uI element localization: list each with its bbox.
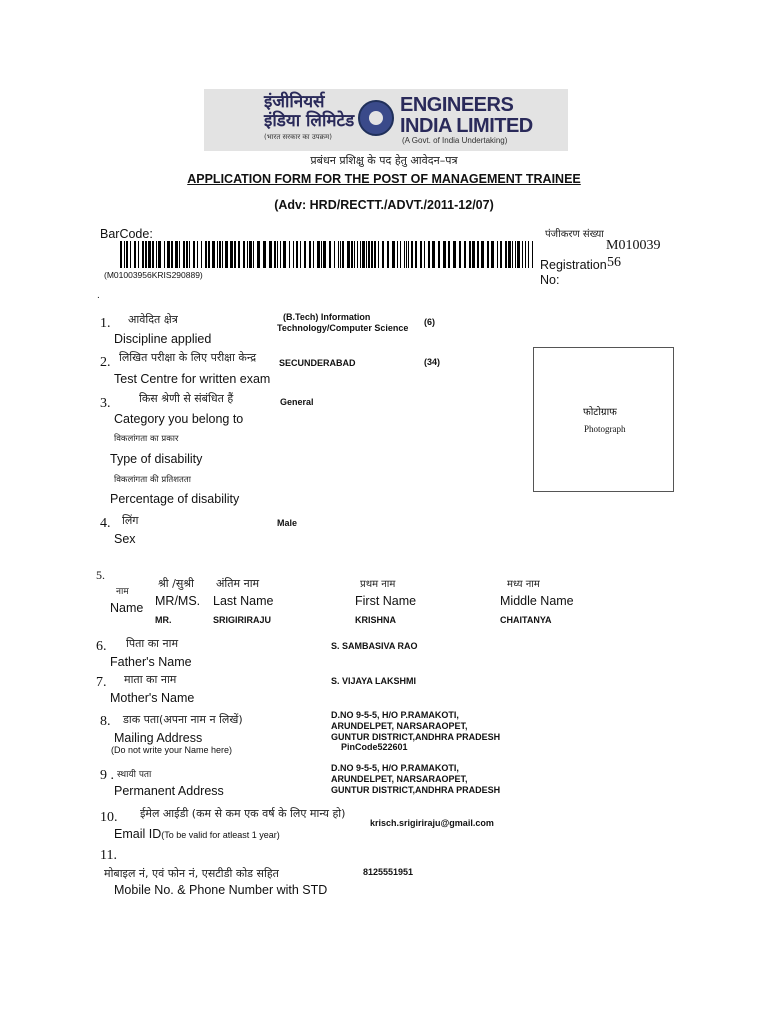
email-hindi-label: ईमेल आईडी (कम से कम एक वर्ष के लिए मान्य हो) bbox=[140, 807, 346, 820]
last-name-hindi-label: अंतिम नाम bbox=[216, 577, 260, 590]
disability-type-hindi-label: विकलांगता का प्रकार bbox=[114, 434, 179, 444]
mobile-value: 8125551951 bbox=[363, 867, 414, 877]
disability-percentage-hindi-label: विकलांगता की प्रतिशतता bbox=[114, 475, 191, 485]
first-name-value: KRISHNA bbox=[355, 615, 397, 625]
discipline-label: Discipline applied bbox=[114, 332, 212, 346]
photo-label: Photograph bbox=[584, 424, 626, 434]
field-number-7: 7. bbox=[96, 675, 107, 690]
test-centre-hindi-label: लिखित परीक्षा के लिए परीक्षा केन्द्र bbox=[119, 351, 257, 364]
first-name-label: First Name bbox=[355, 594, 417, 608]
mailing-address-line3: GUNTUR DISTRICT,ANDHRA PRADESH bbox=[331, 732, 501, 742]
emblem-icon bbox=[358, 100, 394, 136]
registration-label: Registration bbox=[540, 258, 607, 272]
field-number-3: 3. bbox=[100, 396, 111, 411]
first-name-hindi-label: प्रथम नाम bbox=[360, 579, 396, 590]
mother-value: S. VIJAYA LAKSHMI bbox=[331, 676, 417, 686]
photo-box bbox=[533, 347, 674, 492]
stray-dot: . bbox=[97, 290, 100, 301]
discipline-value-line1: (B.Tech) Information bbox=[283, 312, 371, 322]
mobile-hindi-label: मोबाइल नं, एवं फोन नं, एसटीडी कोड सहित bbox=[104, 867, 279, 880]
title-value: MR. bbox=[155, 615, 172, 625]
email-label: Email ID(To be valid for atleast 1 year) bbox=[114, 827, 280, 841]
category-hindi-label: किस श्रेणी से संबंधित हैं bbox=[139, 392, 234, 405]
field-number-9: 9 . bbox=[100, 768, 114, 783]
permanent-address-line3: GUNTUR DISTRICT,ANDHRA PRADESH bbox=[331, 785, 501, 795]
middle-name-label: Middle Name bbox=[500, 594, 574, 608]
mailing-pincode: PinCode522601 bbox=[341, 742, 408, 752]
email-note: (To be valid for atleast 1 year) bbox=[161, 830, 280, 840]
discipline-value-line2: Technology/Computer Science bbox=[277, 323, 409, 333]
field-number-1: 1. bbox=[100, 316, 111, 331]
last-name-value: SRIGIRIRAJU bbox=[213, 615, 272, 625]
category-label: Category you belong to bbox=[114, 412, 244, 426]
name-label: Name bbox=[110, 601, 144, 615]
email-value: krisch.srigiriraju@gmail.com bbox=[370, 818, 494, 828]
father-label: Father's Name bbox=[110, 655, 192, 669]
mailing-hindi-label: डाक पता(अपना नाम न लिखें) bbox=[123, 713, 243, 726]
mother-hindi-label: माता का नाम bbox=[124, 673, 177, 686]
mother-label: Mother's Name bbox=[110, 691, 195, 705]
title-hindi-label: श्री /सुश्री bbox=[158, 577, 194, 590]
logo-hindi-subtitle: (भारत सरकार का उपक्रम) bbox=[264, 133, 332, 141]
sex-hindi-label: लिंग bbox=[122, 514, 139, 527]
test-centre-value: SECUNDERABAD bbox=[279, 358, 356, 368]
barcode-code: (M01003956KRIS290889) bbox=[104, 270, 203, 280]
field-number-10: 10. bbox=[100, 810, 118, 825]
mailing-address-line2: ARUNDELPET, NARSARAOPET, bbox=[331, 721, 468, 731]
field-number-4: 4. bbox=[100, 516, 111, 531]
registration-number-part2: 56 bbox=[607, 255, 621, 270]
mailing-label: Mailing Address bbox=[114, 731, 203, 745]
registration-hindi-label: पंजीकरण संख्या bbox=[545, 229, 604, 240]
mailing-address-line1: D.NO 9-5-5, H/O P.RAMAKOTI, bbox=[331, 710, 459, 720]
discipline-code: (6) bbox=[424, 317, 435, 327]
hindi-title: प्रबंधन प्रशिक्षु के पद हेतु आवेदन–पत्र bbox=[310, 154, 458, 167]
disability-percentage-label: Percentage of disability bbox=[110, 492, 240, 506]
permanent-address-line1: D.NO 9-5-5, H/O P.RAMAKOTI, bbox=[331, 763, 459, 773]
title-label: MR/MS. bbox=[155, 594, 201, 608]
barcode-label: BarCode: bbox=[100, 227, 153, 241]
registration-number-part1: M010039 bbox=[606, 238, 661, 253]
logo-english-subtitle: (A Govt. of India Undertaking) bbox=[402, 136, 508, 145]
last-name-label: Last Name bbox=[213, 594, 274, 608]
mailing-note: (Do not write your Name here) bbox=[111, 745, 233, 755]
test-centre-label: Test Centre for written exam bbox=[114, 372, 271, 386]
middle-name-value: CHAITANYA bbox=[500, 615, 552, 625]
permanent-address-line2: ARUNDELPET, NARSARAOPET, bbox=[331, 774, 468, 784]
father-hindi-label: पिता का नाम bbox=[126, 637, 179, 650]
field-number-6: 6. bbox=[96, 639, 107, 654]
father-value: S. SAMBASIVA RAO bbox=[331, 641, 418, 651]
registration-label-no: No: bbox=[540, 273, 560, 287]
logo-english-name: ENGINEERS INDIA LIMITED bbox=[400, 94, 533, 137]
test-centre-code: (34) bbox=[424, 357, 441, 367]
field-number-2: 2. bbox=[100, 355, 111, 370]
permanent-hindi-label: स्थायी पता bbox=[117, 770, 152, 780]
mobile-label: Mobile No. & Phone Number with STD bbox=[114, 883, 328, 897]
discipline-hindi-label: आवेदित क्षेत्र bbox=[128, 313, 178, 326]
permanent-label: Permanent Address bbox=[114, 784, 224, 798]
disability-type-label: Type of disability bbox=[110, 452, 203, 466]
logo-hindi-name: इंजीनियर्स इंडिया लिमिटेड bbox=[264, 92, 355, 131]
middle-name-hindi-label: मध्य नाम bbox=[507, 579, 540, 590]
form-title: APPLICATION FORM FOR THE POST OF MANAGEMENT TRAINEE bbox=[187, 172, 581, 186]
field-number-8: 8. bbox=[100, 714, 111, 729]
sex-value: Male bbox=[277, 518, 298, 528]
photo-hindi-label: फोटोग्राफ bbox=[583, 407, 617, 418]
field-number-11: 11. bbox=[100, 848, 117, 863]
field-number-5: 5. bbox=[96, 568, 105, 582]
sex-label: Sex bbox=[114, 532, 136, 546]
barcode-image bbox=[120, 241, 538, 268]
name-hindi-label: नाम bbox=[116, 587, 129, 597]
advertisement-number: (Adv: HRD/RECTT./ADVT./2011-12/07) bbox=[274, 198, 494, 212]
category-value: General bbox=[280, 397, 314, 407]
company-logo bbox=[204, 89, 568, 151]
